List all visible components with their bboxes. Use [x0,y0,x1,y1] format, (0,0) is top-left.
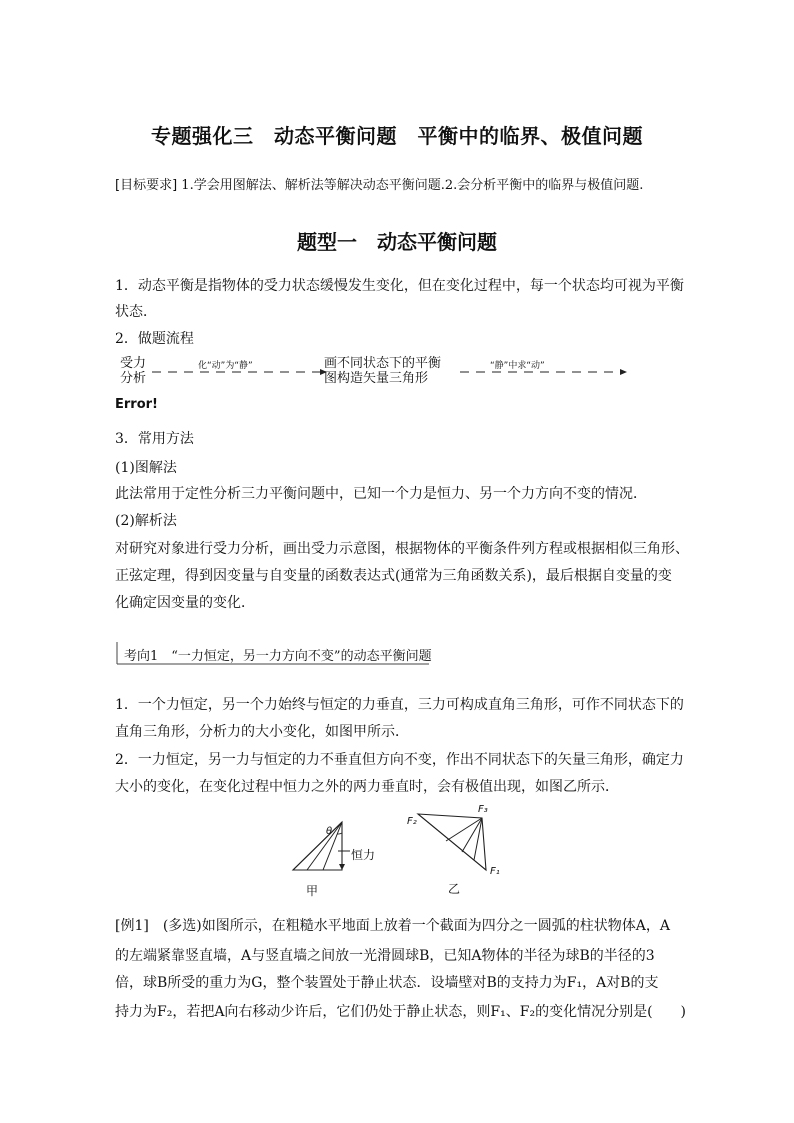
example1-line2: 的左端紧靠竖直墙，A与竖直墙之间放一光滑圆球B，已知A物体的半径为球B的半径的3 [115,948,655,964]
goal-tag: [目标要求] [115,178,178,193]
flow-arrow1-label: 化“动”为“静” [198,361,253,371]
goal-text: 1.学会用图解法、解析法等解决动态平衡问题.2.会分析平衡中的临界与极值问题. [181,178,644,193]
k2-line2: 大小的变化，在变化过程中恒力之外的两力垂直时，会有极值出现，如图乙所示． [115,779,619,795]
kaoxiang-title: 考向1 “一力恒定，另一力方向不变”的动态平衡问题 [124,649,432,664]
example1-line1: [例1] (多选)如图所示，在粗糙水平地面上放着一个截面为四分之一圆弧的柱状物体A，A [115,918,670,934]
heng-li-pointer [338,846,352,856]
flow-step2 [324,356,441,386]
flow-step1-line2: 分析 [120,371,147,386]
p2: 2．做题流程 [115,331,194,347]
flow-step2-line2: 图构造矢量三角形 [324,371,429,386]
method1-text: 此法常用于定性分析三力平衡问题中，已知一个力是恒力、另一个力方向不变的情况． [115,486,647,502]
k1-line1: 1．一个力恒定，另一个力始终与恒定的力垂直，三力可构成直角三角形，可作不同状态下的 [115,697,684,713]
jia-label: 甲 [306,884,319,898]
flow-step1 [120,356,146,386]
flow-step1-line1: 受力 [120,356,147,371]
theta-label: θ [326,826,333,837]
k2-line1: 2．一力恒定，另一力与恒定的力不垂直但方向不变，作出不同状态下的矢量三角形，确定力 [115,752,684,768]
method2-line1: 对研究对象进行受力分析，画出受力示意图，根据物体的平衡条件列方程或根据相似三角形、 [115,541,689,557]
k1-line2: 直角三角形，分析力的大小变化，如图甲所示． [115,724,409,740]
heng-li-label: 恒力 [351,848,376,862]
p1-line2: 状态． [115,304,157,320]
method2-title: (2)解析法 [115,513,177,529]
p3: 3．常用方法 [115,431,194,447]
p1-line1: 1．动态平衡是指物体的受力状态缓慢发生变化，但在变化过程中，每一个状态均可视为平衡 [115,278,684,294]
flow-arrow2 [458,364,630,378]
example1-line4: 持力为F₂，若把A向右移动少许后，它们仍处于静止状态，则F₁、F₂的变化情况分别是( ) [115,1004,687,1020]
section-title: 题型一 动态平衡问题 [297,230,497,254]
method2-line3: 化确定因变量的变化． [115,595,255,611]
f2-label: F₂ [407,816,417,827]
f3-label: F₃ [478,804,488,815]
method2-line2: 正弦定理，得到因变量与自变量的函数表达式(通常为三角函数关系)，最后根据自变量的变 [115,568,672,584]
method1-title: (1)图解法 [115,460,177,476]
error-text: Error! [115,397,158,412]
flow-arrow2-label: “静”中求“动” [490,361,545,371]
goal-line [115,174,643,193]
flow-arrow1 [150,364,330,378]
page-title: 专题强化三 动态平衡问题 平衡中的临界、极值问题 [151,124,643,148]
flow-step2-line1: 画不同状态下的平衡 [324,356,442,371]
example1-line3: 倍，球B所受的重力为G，整个装置处于静止状态．设墙壁对B的支持力为F₁，A对B的支 [115,975,659,991]
f1-label: F₁ [490,866,500,877]
yi-label: 乙 [448,882,461,896]
